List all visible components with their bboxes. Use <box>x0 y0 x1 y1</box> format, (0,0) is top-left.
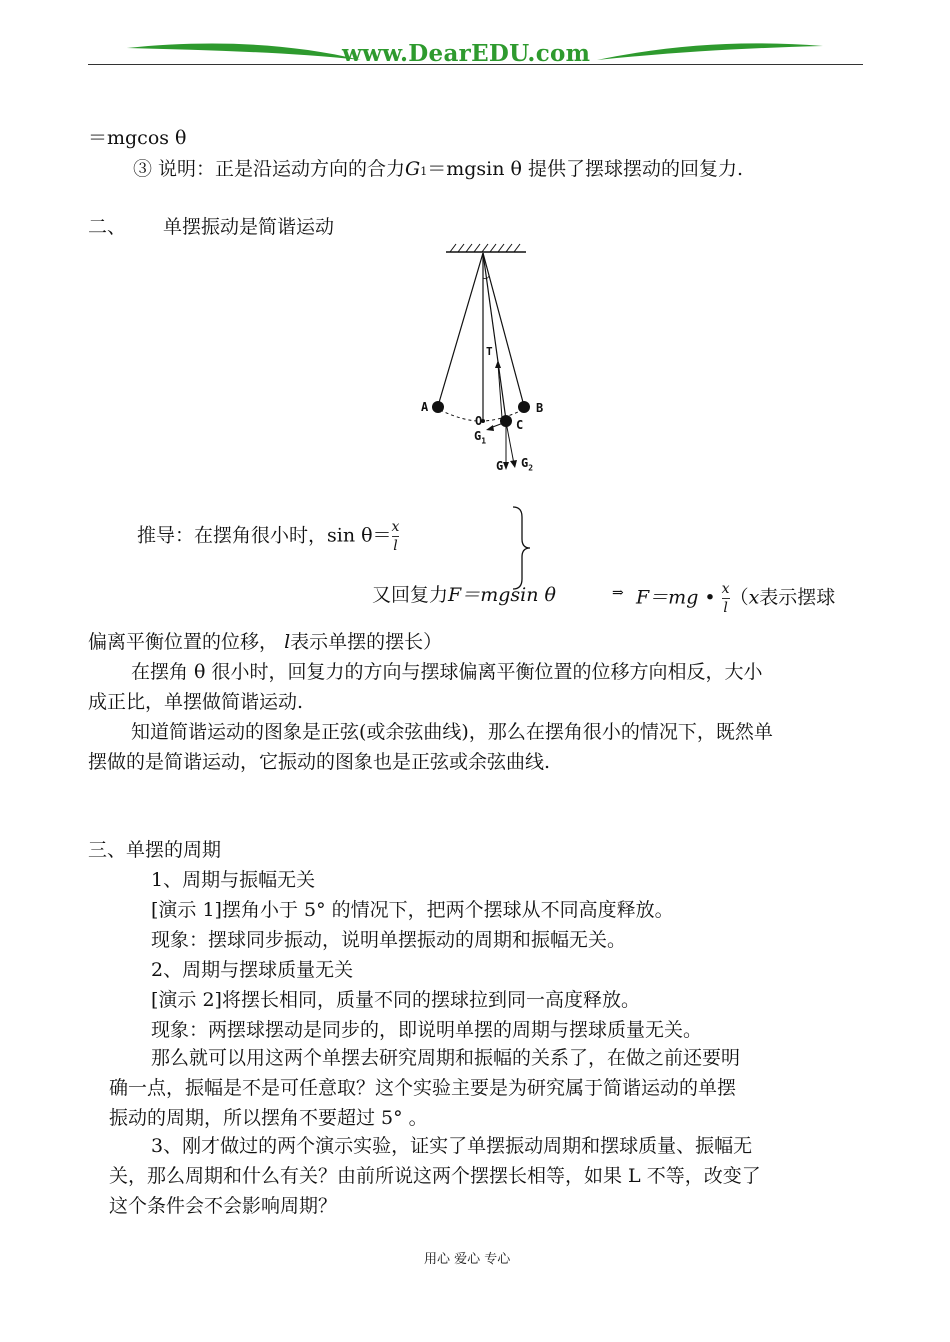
text-span: 推导：在摆角很小时，sin θ＝ <box>137 524 392 547</box>
section-title: 三、单摆的周期 <box>88 839 222 861</box>
text-line: 确一点，振幅是不是可任意取？这个实验主要是为研究属于简谐运动的单摆 <box>109 1077 737 1099</box>
text-line: 摆做的是简谐运动，它振动的图象也是正弦或余弦曲线. <box>88 751 551 773</box>
g2-letter: G <box>521 456 529 470</box>
text-line <box>133 156 743 185</box>
text-line: 现象：两摆球摆动是同步的，即说明单摆的周期与摆球质量无关。 <box>151 1019 703 1041</box>
footer-text: 用心 爱心 专心 <box>424 1252 511 1267</box>
diagram-label-A: A <box>421 400 429 414</box>
text-span: 偏离平衡位置的位移， <box>88 631 279 653</box>
frac-num: x <box>391 519 400 535</box>
right-brace <box>510 505 534 591</box>
text-span: （ <box>729 586 749 609</box>
text-line: 这个条件会不会影响周期？ <box>109 1195 338 1217</box>
fraction-x-over-l <box>392 520 400 553</box>
section-title: 单摆振动是简谐运动 <box>163 216 335 238</box>
frac-den: l <box>393 538 398 554</box>
math-span: l <box>284 631 291 653</box>
text-span: 又回复力 <box>372 584 449 606</box>
section-number: 二、 <box>88 216 127 238</box>
header-swoosh-left <box>125 38 365 66</box>
text-line: [演示 2]将摆长相同，质量不同的摆球拉到同一高度释放。 <box>151 989 640 1011</box>
text-line: 关，那么周期和什么有关？由前所说这两个摆摆长相等，如果 L 不等，改变了 <box>109 1165 761 1187</box>
implies-arrow: ⇒ <box>612 585 624 601</box>
derivation-line-4 <box>88 629 442 655</box>
header-rule <box>88 64 863 65</box>
header-swoosh-right <box>595 38 825 66</box>
g1-letter: G <box>474 429 482 443</box>
text-line: 2、周期与摆球质量无关 <box>151 959 354 981</box>
math-span: F＝mgsin θ <box>448 584 556 606</box>
text-line: 1、周期与振幅无关 <box>151 869 316 891</box>
fraction-x-over-l-2 <box>722 582 730 615</box>
math-g: G <box>405 158 421 180</box>
g2-sub: 2 <box>528 463 534 473</box>
frac-den: l <box>723 600 728 616</box>
diagram-label-G2 <box>521 456 533 472</box>
text-line: 在摆角 θ 很小时，回复力的方向与摆球偏离平衡位置的位移方向相反，大小 <box>131 661 763 683</box>
diagram-label-B: B <box>536 401 544 415</box>
frac-num: x <box>721 581 730 597</box>
text-line: 3、刚才做过的两个演示实验，证实了单摆振动周期和摆球质量、振幅无 <box>151 1135 753 1157</box>
diagram-label-G: G <box>496 459 504 473</box>
g1-sub: 1 <box>481 436 487 446</box>
text-line: 成正比，单摆做简谐运动. <box>88 691 304 713</box>
text-line: 现象：摆球同步振动，说明单摆振动的周期和振幅无关。 <box>151 929 627 951</box>
text-span: ＝mgsin θ 提供了摆球摆动的回复力. <box>427 158 744 180</box>
text-span: 表示摆球 <box>759 586 836 609</box>
text-line: 那么就可以用这两个单摆去研究周期和振幅的关系了，在做之前还要明 <box>151 1047 741 1069</box>
diagram-label-G1 <box>474 429 486 445</box>
diagram-label-T: T <box>486 345 493 358</box>
text-span: 表示单摆的摆长） <box>290 631 443 653</box>
text-line: 振动的周期，所以摆角不要超过 5° 。 <box>109 1107 428 1129</box>
derivation-line-1 <box>137 520 399 553</box>
math-span: F＝mg • <box>636 586 716 609</box>
math-sub: 1 <box>420 165 428 178</box>
text-span: ③ 说明：正是沿运动方向的合力 <box>133 158 406 180</box>
text-line: ＝mgcos θ <box>88 127 187 149</box>
text-line: [演示 1]摆角小于 5° 的情况下，把两个摆球从不同高度释放。 <box>151 899 674 921</box>
math-span: x <box>748 586 760 609</box>
diagram-label-O: O <box>475 414 483 428</box>
derivation-line-3 <box>636 582 835 615</box>
text-line: 知道简谐运动的图象是正弦(或余弦曲线)，那么在摆角很小的情况下，既然单 <box>131 721 773 743</box>
site-logo-text: www.DearEDU.com <box>342 40 591 67</box>
derivation-line-2 <box>372 582 556 608</box>
diagram-label-C: C <box>516 418 524 432</box>
